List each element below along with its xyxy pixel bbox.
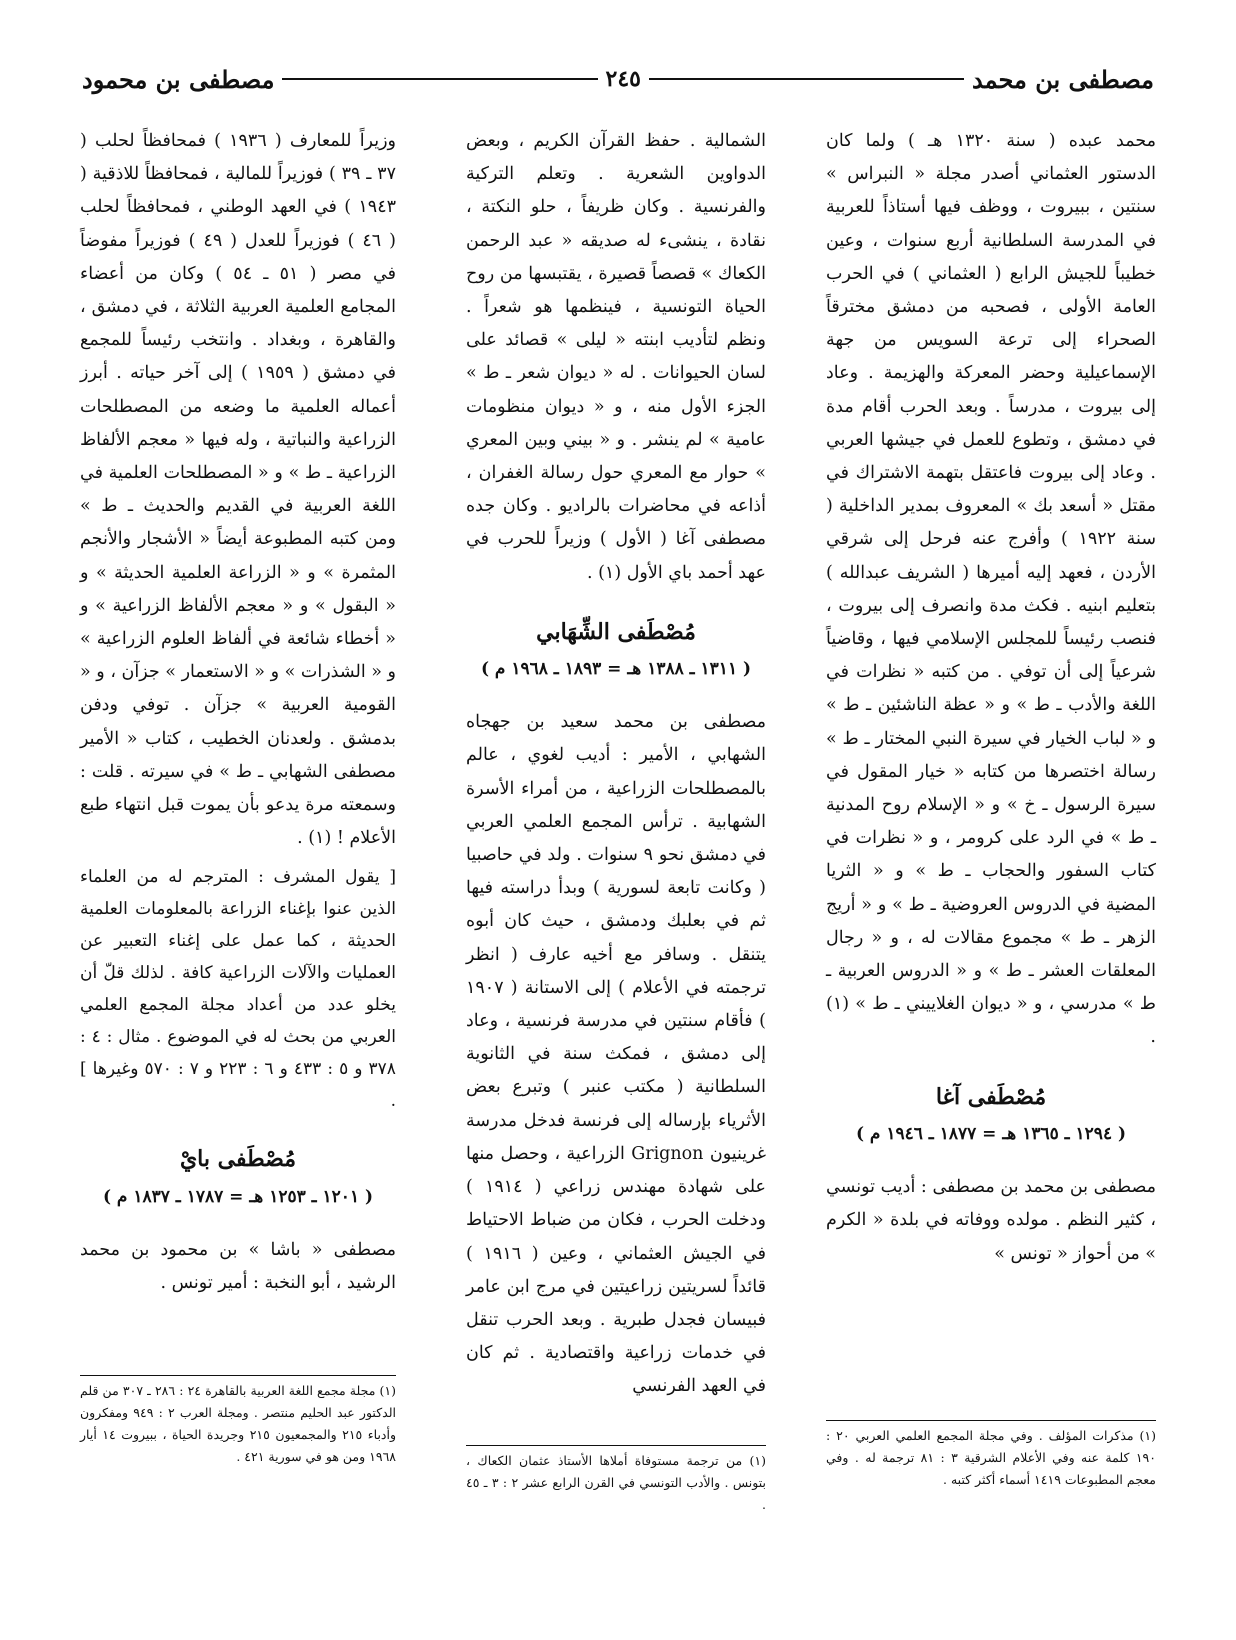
page-number: ٢٤٥	[605, 66, 641, 92]
footnote-middle: (١) من ترجمة مستوفاة أملاها الأستاذ عثمان الكعاك ، بتونس . والأدب التونسي في القرن الرابع عشر ٢ : ٣ ـ ٤٥ .	[466, 1445, 766, 1516]
entry-text: مصطفى بن محمد بن مصطفى : أديب تونسي ، كثير النظم . مولده ووفاته في بلدة « الكرم » من أحواز « تونس »	[826, 1177, 1156, 1264]
page-header	[82, 62, 1154, 96]
entry-text: مصطفى « باشا » بن محمود بن محمد الرشيد ، أبو النخبة : أمير تونس .	[80, 1239, 396, 1294]
latin-term: Grignon	[631, 1143, 704, 1164]
entry-dates: ( ١٣١١ ـ ١٣٨٨ هـ = ١٨٩٣ ـ ١٩٦٨ م )	[480, 659, 752, 680]
header-rule-right	[649, 78, 964, 80]
entry-text: محمد عبده ( سنة ١٣٢٠ هـ ) ولما كان الدستور العثماني أصدر مجلة « النبراس » سنتين ، ببيروت ، ووظف فيها أستاذاً للعربية في المدرسة السلطانية أربع سنوات ، وعين خطيباً للجيش الرابع ( العثماني ) في الحرب العامة الأولى ، فصحبه من دمشق مخترقاً الصحراء إلى ترعة السويس من جهة الإسماعيلية وحضر المعركة والهزيمة . وعاد إلى بيروت ، مدرساً . وبعد الحرب أقام مدة في دمشق ، وتطوع للعمل في جيشها العربي . وعاد إلى بيروت فاعتقل بتهمة الاشتراك في مقتل « أسعد بك » المعروف بمدير الداخلية ( سنة ١٩٢٢ ) وأفرج عنه فرحل إلى شرقي الأردن ، فعهد إليه أميرها ( الشريف عبدالله ) بتعليم ابنيه . فكث مدة وانصرف إلى بيروت ، فنصب رئيساً للمجلس الإسلامي فيها ، وقاضياً شرعياً إلى أن توفي . من كتبه « نظرات في اللغة والأدب ـ ط » و « عظة الناشئين ـ ط » و « لباب الخيار في سيرة النبي المختار ـ ط » رسالة اختصرها من كتابه « خيار المقول في سيرة الرسول ـ خ » و « الإسلام روح المدنية ـ ط » في الرد على كرومر ، و « نظرات في كتاب السفور والحجاب ـ ط » و « الثريا المضية في الدروس العروضية ـ ط » و « أريج الزهر ـ ط » مجموع مقالات له ، و « رجال المعلقات العشر ـ ط » و « الدروس العربية ـ ط » مدرسي ، و « ديوان الغلاييني ـ ط » (١) .	[826, 131, 1156, 1048]
entry-text	[466, 706, 766, 1403]
entry-text-part: الزراعية ، وحصل منها على شهادة مهندس زراعي ( ١٩١٤ ) ودخلت الحرب ، فكان من ضباط الاحتياط في الجيش العثماني ، وعين ( ١٩١٦ ) قائداً لسريتين زراعيتين في مرج ابن عامر فبيسان فجدل طبرية . وبعد الحرب تنقل في خدمات زراعية واقتصادية . ثم كان في العهد الفرنسي	[466, 1143, 767, 1397]
entry-dates: ( ١٢٠١ ـ ١٢٥٣ هـ = ١٧٨٧ ـ ١٨٣٧ م )	[102, 1186, 374, 1207]
header-right-name: مصطفى بن محمد	[972, 64, 1154, 94]
entry-title: مُصْطَفى آغا	[935, 1083, 1047, 1110]
entry-text: وزيراً للمعارف ( ١٩٣٦ ) فمحافظاً لحلب ( ٣٧ ـ ٣٩ ) فوزيراً للمالية ، فمحافظاً للاذقية ( ١٩٤٣ ) في العهد الوطني ، فمحافظاً لحلب ( ٤٦ ) فوزيراً للعدل ( ٤٩ ) فوزيراً مفوضاً في مصر ( ٥١ ـ ٥٤ ) وكان من أعضاء المجامع العلمية العربية الثلاثة ، في دمشق ، والقاهرة ، وبغداد . وانتخب رئيساً للمجمع في دمشق ( ١٩٥٩ ) إلى آخر حياته . أبرز أعماله العلمية ما وضعه من المصطلحات الزراعية والنباتية ، وله فيها « معجم الألفاظ الزراعية ـ ط » و « المصطلحات العلمية في اللغة العربية في القديم والحديث ـ ط » ومن كتبه المطبوعة أيضاً « الأشجار والأنجم المثمرة » و « الزراعة العلمية الحديثة » و « البقول » و « معجم الألفاظ الزراعية » و « أخطاء شائعة في ألفاظ العلوم الزراعية » و « الشذرات » و « الاستعمار » جزآن ، و « القومية العربية » جزآن . توفي ودفن بدمشق . ولعدنان الخطيب ، كتاب « الأمير مصطفى الشهابي ـ ط » في سيرته . قلت : وسمعته مرة يدعو بأن يموت قبل انتهاء طبع الأعلام ! (١) .	[80, 131, 397, 849]
footnote-right: (١) مذكرات المؤلف . وفي مجلة المجمع العلمي العربي ٢٠ : ١٩٠ كلمة عنه وفي الأعلام الشرقية ٣ : ٨١ ترجمة له . وفي معجم المطبوعات ١٤١٩ أسماء أكثر كتبه .	[826, 1420, 1156, 1491]
header-rule-left	[282, 78, 597, 80]
column-right	[826, 125, 1156, 1625]
entry-text-part: مصطفى بن محمد سعيد بن جهجاه الشهابي ، الأمير : أديب لغوي ، عالم بالمصطلحات الزراعية ، من أمراء الأسرة الشهابية . ترأس المجمع العلمي العربي في دمشق نحو ٩ سنوات . ولد في حاصبيا ( وكانت تابعة لسورية ) وبدأ دراسته فيها ثم في بعلبك ودمشق ، حيث كان أبوه يتنقل . وسافر مع أخيه عارف ( انظر ترجمته في الأعلام ) إلى الاستانة ( ١٩٠٧ ) فأقام سنتين في مدرسة فرنسية ، وعاد إلى دمشق ، فمكث سنة في الثانوية السلطانية ( مكتب عنبر ) وتبرع بعض الأثرياء بإرساله إلى فرنسة فدخل مدرسة غرينيون	[466, 712, 766, 1164]
supervisor-note: [ يقول المشرف : المترجم له من العلماء الذين عنوا بإغناء الزراعة بالمعلومات العلمية الحديثة ، كما عمل على إغناء التعبير عن العمليات والآلات الزراعية كافة . لذلك قلّ أن يخلو عدد من أعداد مجلة المجمع العلمي العربي من بحث له في الموضوع . مثال : ٤ : ٣٧٨ و ٥ : ٤٣٣ و ٦ : ٢٢٣ و ٧ : ٥٧٠ وغيرها ] .	[80, 867, 396, 1112]
entry-text: الشمالية . حفظ القرآن الكريم ، وبعض الدواوين الشعرية . وتعلم التركية والفرنسية . وكان ظريفاً ، حلو النكتة ، نقادة ، ينشىء له صديقه « عبد الرحمن الكعاك » قصصاً قصيرة ، يقتبسها من روح الحياة التونسية ، فينظمها هو شعراً . ونظم لتأديب ابنته « ليلى » قصائد على لسان الحيوانات . له « ديوان شعر ـ ط » الجزء الأول منه ، و « ديوان منظومات عامية » لم ينشر . و « بيني وبين المعري » حوار مع المعري حول رسالة الغفران ، أذاعه في محاضرات بالراديو . وكان جده مصطفى آغا ( الأول ) وزيراً للحرب في عهد أحمد باي الأول (١) .	[466, 131, 766, 583]
entry-dates: ( ١٢٩٤ ـ ١٣٦٥ هـ = ١٨٧٧ ـ ١٩٤٦ م )	[855, 1123, 1127, 1144]
header-left-name: مصطفى بن محمود	[82, 64, 275, 94]
footnote-left: (١) مجلة مجمع اللغة العربية بالقاهرة ٢٤ : ٢٨٦ ـ ٣٠٧ من قلم الدكتور عبد الحليم منتصر . ومجلة العرب ٢ : ٩٤٩ ومفكرون وأدباء ٢١٥ والمجمعيون ٢١٥ وجريدة الحياة ، ببيروت ١٤ أيار ١٩٦٨ ومن هو في سورية ٤٢١ .	[80, 1375, 396, 1468]
column-middle	[466, 125, 766, 1625]
entry-title: مُصْطَفى بايْ	[179, 1146, 297, 1173]
entry-title: مُصْطَفى الشِّهَابي	[536, 618, 696, 645]
